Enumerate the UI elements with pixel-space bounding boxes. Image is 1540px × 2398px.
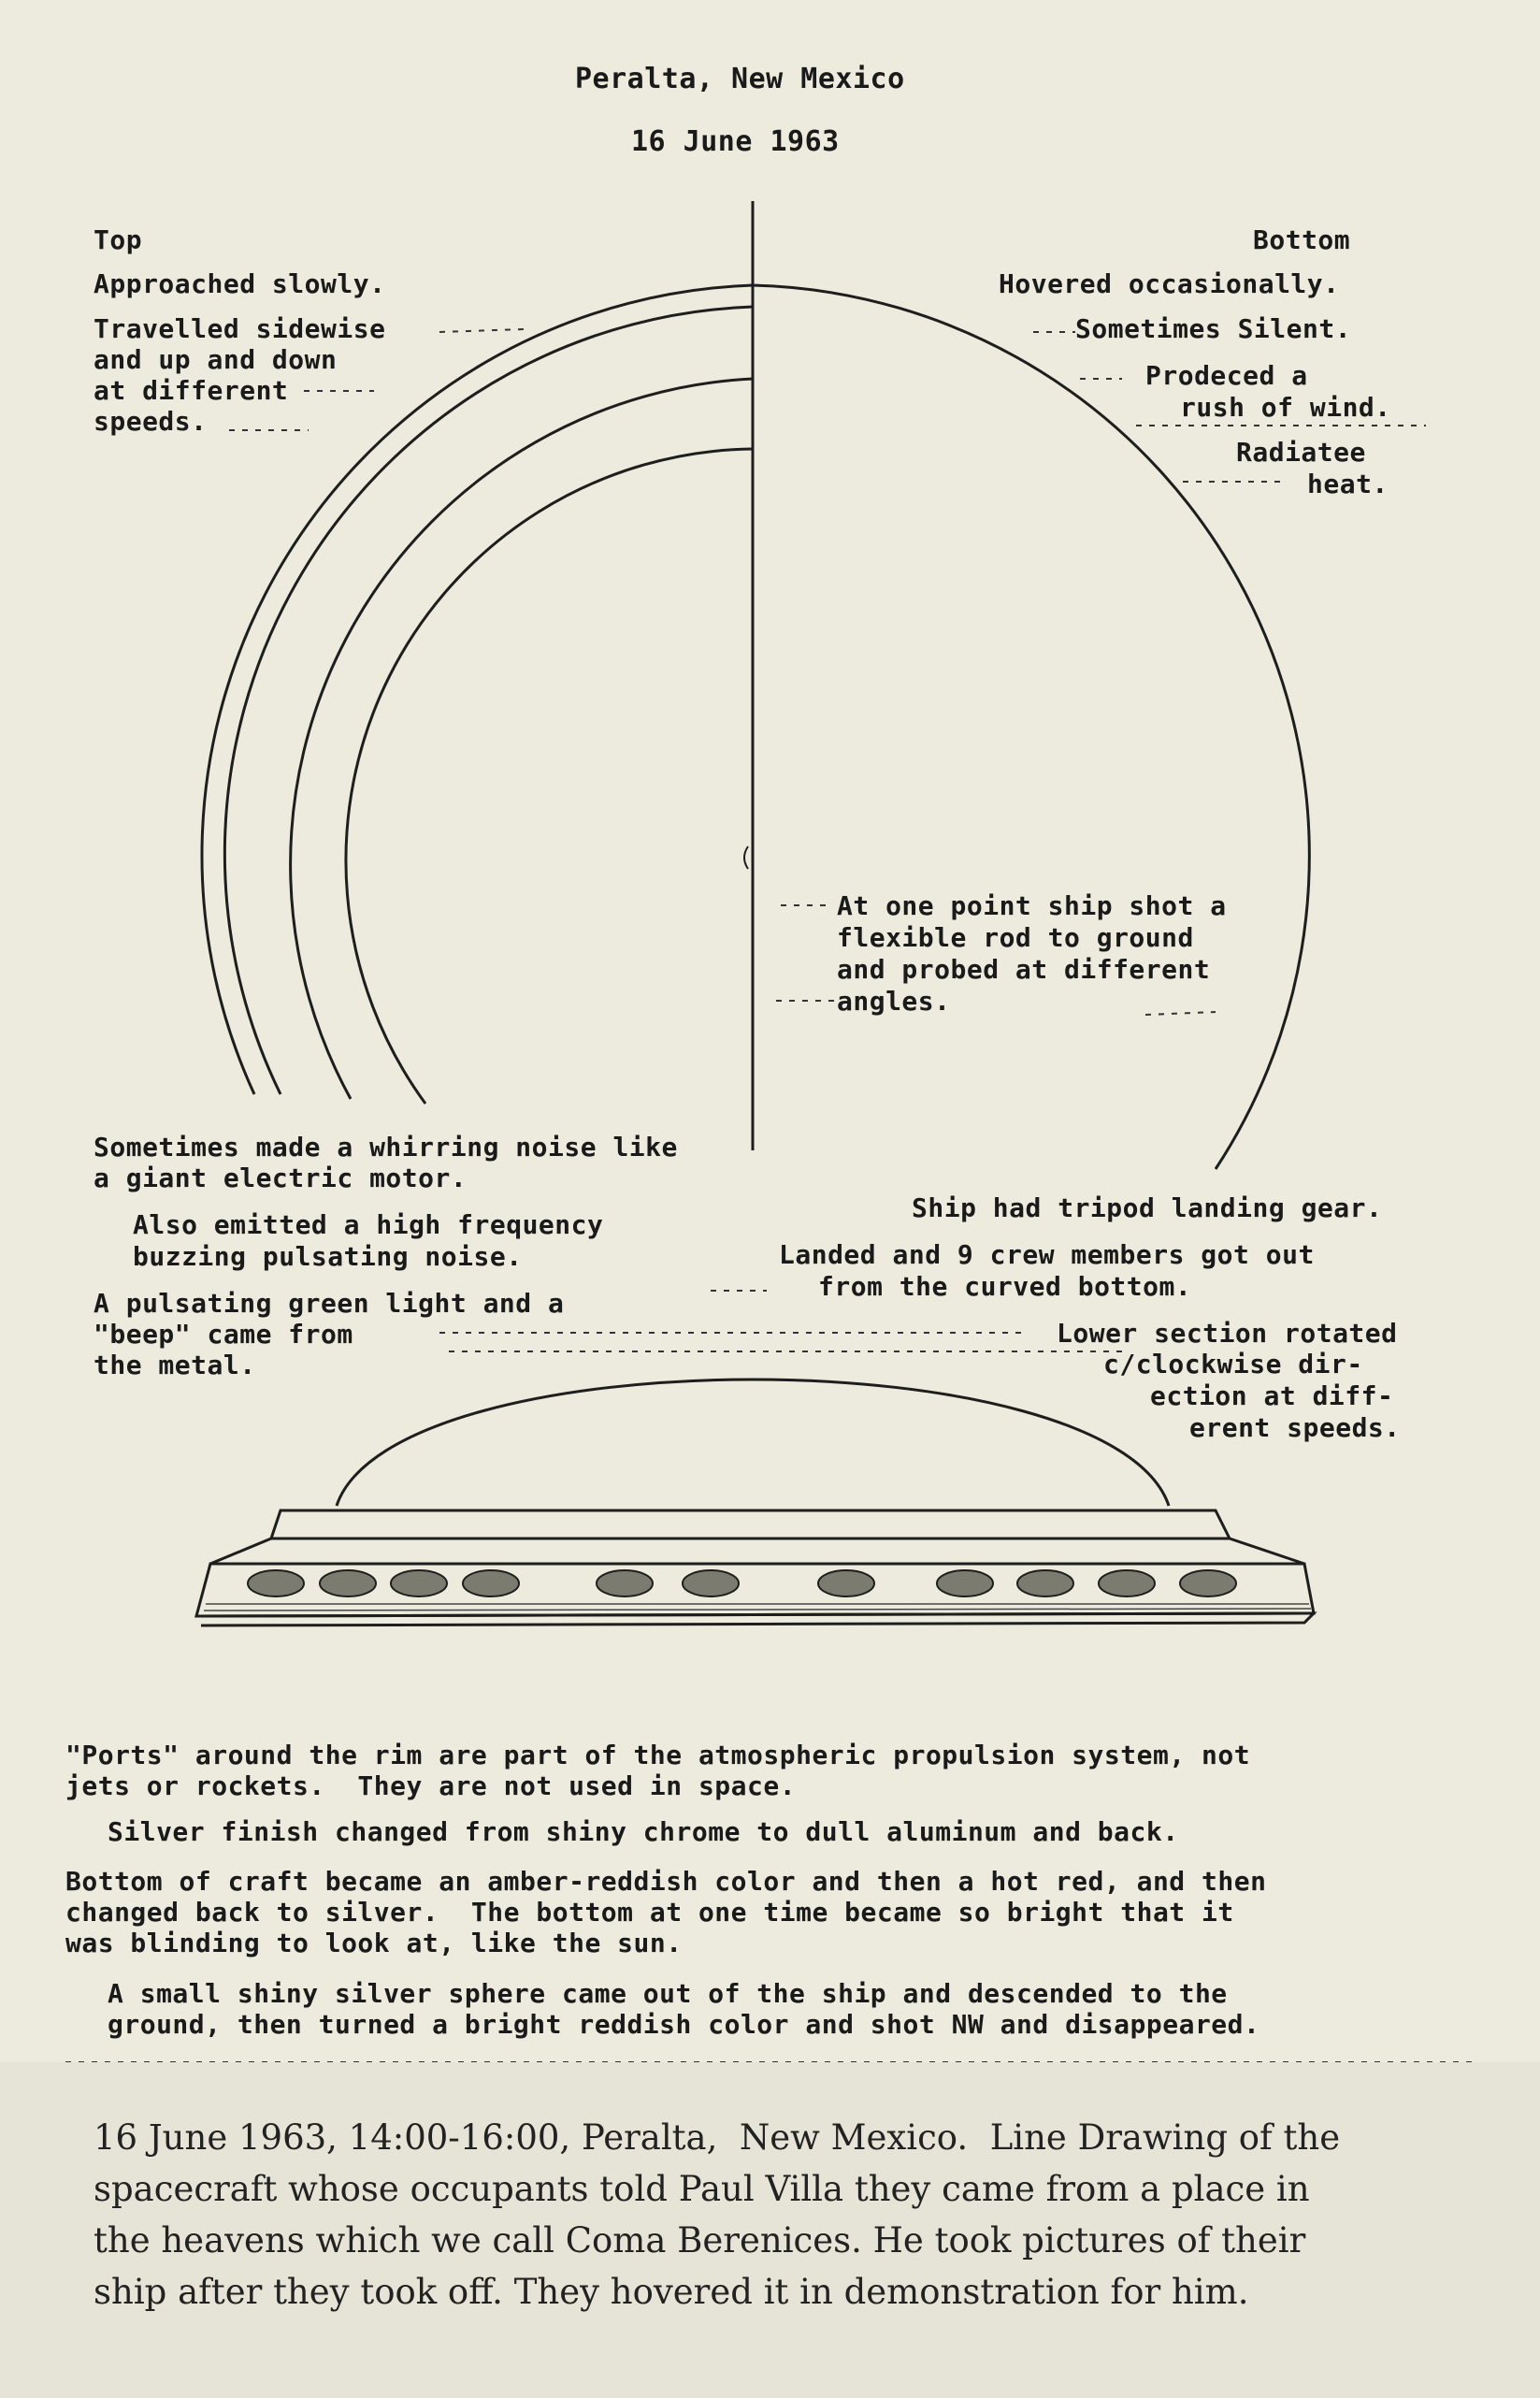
noise-note-line: A pulsating green light and a [94,1288,565,1319]
gear-note-line: from the curved bottom. [818,1271,1192,1302]
noise-note-line: Sometimes made a whirring noise like [94,1132,678,1163]
color-note-line: was blinding to look at, like the sun. [65,1928,683,1958]
top-note-line: Approached slowly. [94,268,386,299]
port [391,1570,447,1596]
port [597,1570,653,1596]
port [683,1570,739,1596]
gear-note-line: Landed and 9 crew members got out [779,1239,1315,1270]
rod-note-line: At one point ship shot a [837,890,1227,921]
bottom-note-line: Radiatee [1236,437,1366,468]
saucer-rim-top-line [210,1538,271,1564]
top-view-arc-3 [291,379,753,1099]
noise-note-line: the metal. [94,1350,256,1380]
port [1017,1570,1073,1596]
ports-note-line: jets or rockets. They are not used in space. [65,1770,797,1801]
color-note-line: Bottom of craft became an amber-reddish color and then a hot red, and then [65,1866,1267,1897]
port [1180,1570,1236,1596]
gear-note-line: ection at diff- [1150,1380,1394,1411]
gear-note-line: c/clockwise dir- [1103,1349,1363,1380]
noise-note-line: a giant electric motor. [94,1163,468,1193]
caption-line: 16 June 1963, 14:00-16:00, Peralta, New Mexico. Line Drawing of the [94,2117,1341,2158]
finish-note-line: Silver finish changed from shiny chrome to dull aluminum and back. [108,1816,1179,1847]
rod-note-line: and probed at different [837,954,1211,985]
noise-note-line: Also emitted a high frequency [133,1209,604,1240]
color-note-line: changed back to silver. The bottom at one time became so bright that it [65,1897,1234,1928]
port [320,1570,376,1596]
top-note-line: Travelled sidewise [94,313,386,344]
port [937,1570,993,1596]
top-note-line: speeds. [94,406,208,437]
caption-line: spacecraft whose occupants told Paul Villa they came from a place in [94,2169,1310,2209]
noise-note-line: buzzing pulsating noise. [133,1241,523,1272]
caption-line: ship after they took off. They hovered it in demonstration for him. [94,2272,1249,2312]
saucer-upper-band [271,1510,1230,1538]
gear-note-line: Lower section rotated [1057,1318,1398,1349]
sphere-note-line: ground, then turned a bright reddish color and shot NW and disappeared. [108,2009,1260,2040]
top-label: Top [94,224,143,255]
saucer-rim-top-line-right [1230,1538,1304,1564]
gear-note-line: Ship had tripod landing gear. [912,1192,1383,1223]
photo-caption [94,2112,1477,2318]
port [818,1570,874,1596]
bottom-label: Bottom [1253,224,1351,255]
top-note-line: at different [94,375,289,406]
bottom-note-line: rush of wind. [1180,392,1391,423]
ports-note-line: "Ports" around the rim are part of the atmospheric propulsion system, not [65,1740,1251,1770]
port [248,1570,304,1596]
date-title: 16 June 1963 [631,125,840,158]
saucer-lower-edge [196,1613,1314,1625]
caption-line: the heavens which we call Coma Berenices. He took pictures of their [94,2220,1306,2261]
gear-note-line: erent speeds. [1189,1412,1401,1443]
bottom-note-line: Hovered occasionally. [999,268,1340,299]
rod-note-line: flexible rod to ground [837,922,1194,953]
bottom-note-line: Sometimes Silent. [1075,313,1352,344]
location-title: Peralta, New Mexico [575,63,905,95]
rod-note-line: angles. [837,986,951,1017]
center-tick-mark [744,846,748,869]
sphere-note-line: A small shiny silver sphere came out of the ship and descended to the [108,1978,1228,2009]
port [1099,1570,1155,1596]
top-note-line: and up and down [94,344,338,375]
noise-note-line: "beep" came from [94,1319,353,1350]
bottom-note-line: Prodeced a [1145,360,1308,391]
bottom-note-line: heat. [1307,469,1389,499]
port [463,1570,519,1596]
saucer-dome [337,1380,1169,1506]
